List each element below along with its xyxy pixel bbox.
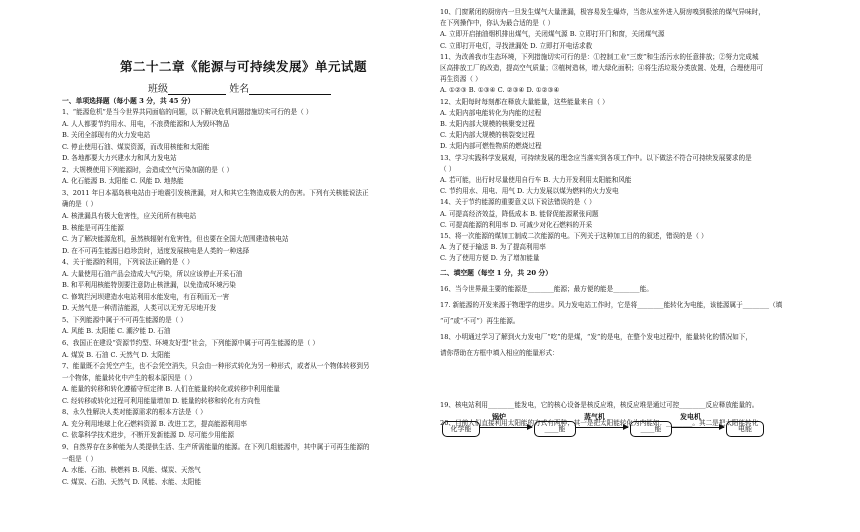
left-line: B. 和平利用核能特别要注意防止核泄漏，以免造成环境污染: [62, 281, 236, 290]
left-line: A. 水能、石油、核燃料 B. 风能、煤炭、天然气: [62, 466, 201, 475]
left-line: 一、单项选择题（每小题 3 分，共 45 分）: [62, 97, 195, 105]
right-line: 19、核电站利用________能发电，它的核心设备是核反应堆，核反应堆是通过可控________反应释放能量的。: [440, 401, 759, 410]
left-line: D. 天然气是一种清洁能源，人类可以无穷无尽地开发: [62, 304, 217, 313]
right-line: 请你帮助在方框中填入相应的能量形式：: [440, 349, 559, 358]
right-line: 20、目前人们直接利用太阳能的方式有两种；其一是把太阳能转化为内能如：________。其二是把太阳能转化: [440, 419, 759, 428]
left-line: D. 各地都要大力兴建水力和风力发电站: [62, 154, 177, 163]
right-line: 在下列操作中，你认为最合适的是（ ）: [440, 19, 555, 28]
right-line: C. 可提高能源的利用率 D. 可减少对化石燃料的开采: [440, 220, 593, 229]
left-line: A. 人人都要节约用水、用电，不浪费能源和人为毁坏物品: [62, 119, 230, 128]
right-line: 18、小明通过学习了解到火力发电厂“吃”的是煤，“发”的是电，在整个发电过程中，能量转化的情况如下，: [440, 333, 752, 342]
left-line: 4、关于能源的利用，下列说法正确的是（ ）: [62, 258, 194, 267]
left-line: A. 风能 B. 太阳能 C. 潮汐能 D. 石油: [62, 327, 171, 336]
right-line: （ ）: [440, 164, 456, 173]
left-line: 8、永久性解决人类对能源需求的根本方法是（ ）: [62, 408, 207, 417]
right-line: 16、当今世界最主要的能源是________能源；最方便的能是________能。: [440, 285, 653, 294]
flow-box-3[interactable]: ____能: [630, 421, 672, 437]
right-line: C. 立即打开电灯，寻找泄漏处 D. 立即打开电话求救: [440, 41, 593, 50]
left-line: 3、2011 年日本福岛核电站由于地震引发核泄漏，对人和其它生物造成极大的伤害。下列有关核能说法正: [62, 188, 369, 197]
right-line: 10、门窗紧闭的厨房内一旦发生煤气大量泄漏，极容易发生爆炸，当您从室外进入厨房嗅到极浓的煤气异味时，: [440, 8, 765, 16]
flow-label-steam-engine: 蒸气机: [584, 412, 605, 421]
left-line: C. 停止使用石油、煤炭资源，而改用核能和太阳能: [62, 142, 210, 151]
left-line: A. 核泄漏具有极大危害性，应关闭所有核电站: [62, 211, 197, 220]
flow-arrow-3: [672, 427, 724, 428]
left-line: 一组是（ ）: [62, 454, 98, 463]
right-line: 17. 新能源的开发来源于物理学的进步。风力发电站工作时，它是将________能转化为电能，该能源属于________（填: [440, 301, 783, 310]
right-line: A. ①②③ B. ①③④ C. ②③④ D. ①②③④: [440, 86, 560, 95]
right-line: 区高排放工厂的改造，提高空气质量；③植树造林，增大绿化面积；④将生活垃圾分类放置、处理，合理使用可: [440, 64, 764, 72]
left-line: D. 在不可再生能源日趋珍贵时，适度发展核电是人类的一种选择: [62, 246, 250, 255]
left-line: A. 大量使用石油产品会造成大气污染，所以应该停止开采石油: [62, 269, 243, 278]
left-line: A. 煤炭 B. 石油 C. 天然气 D. 太阳能: [62, 350, 171, 359]
left-line: 确的是（ ）: [62, 200, 98, 209]
class-blank[interactable]: [168, 86, 226, 95]
right-line: 14、关于节约能源的重要意义以下说法错误的是（ ）: [440, 198, 596, 207]
left-line: C. 修筑拦河坝建造水电站利用水能发电，有百利而无一害: [62, 292, 230, 301]
energy-flow-diagram: [440, 409, 820, 449]
right-line: 再生资源（ ）: [440, 75, 482, 84]
left-line: 6、我国正在建设“资源节约型、环境友好型”社会，下列能源中属于可再生能源的是（ ）: [62, 339, 319, 347]
right-line: C. 为了使用方便 D. 为了增加能量: [440, 254, 540, 263]
right-line: A. 太阳内部电能转化为内能的过程: [440, 108, 542, 117]
flow-box-chemical: 化学能: [442, 421, 480, 437]
flow-arrow-2: [576, 427, 628, 428]
right-line: 二、填空题（每空 1 分，共 20 分）: [440, 269, 553, 278]
left-line: A. 化石能源 B. 太阳能 C. 风能 D. 地热能: [62, 177, 184, 186]
name-blank[interactable]: [249, 86, 331, 95]
left-line: 1、“能源危机”是当今世界共同面临的问题，以下解决危机问题措施切实可行的是（ ）: [62, 108, 313, 116]
left-line: A. 能量的转移和转化遵循守恒定律 B. 人们在能量的转化或转移中利用能量: [62, 385, 280, 394]
right-line: A. 立即开启抽油烟机排出煤气，关闭煤气源 B. 立即打开门和窗，关闭煤气源: [440, 30, 665, 39]
left-line: 5、下列能源中属于不可再生能源的是（ ）: [62, 315, 187, 324]
right-line: A. 为了便于输送 B. 为了提高利用率: [440, 243, 546, 252]
class-label: 班级: [148, 84, 168, 95]
left-line: C. 经转移或转化过程可利用能量增加 D. 能量的转移和转化有方向性: [62, 396, 261, 405]
right-line: C. 节约用水、用电、用气 D. 大力发展以煤为燃料的火力发电: [440, 187, 619, 196]
left-line: C. 为了解决能源危机，虽然核辐射有危害性，但也要在全国大范围建造核电站: [62, 235, 289, 244]
left-line: 7、能量既不会凭空产生，也不会凭空消失，只会由一种形式转化为另一种形式，或者从一个物体转移到另: [62, 362, 370, 371]
left-line: B. 关闭全部现有的火力发电站: [62, 131, 151, 140]
right-line: 13、学习实践科学发展观，可持续发展的理念应当落实到各项工作中。以下做法不符合可持续发展要求的是: [440, 153, 752, 162]
left-line: 9、自然界存在多种能为人类提供生活、生产所需能量的能源。在下列几组能源中，其中属于可再生能源的: [62, 442, 370, 451]
student-info-line: [148, 80, 331, 95]
left-line: 2、大规模使用下列能源时，会造成空气污染加剧的是（ ）: [62, 165, 234, 174]
right-line: B. 太阳内部大规模的核聚变过程: [440, 120, 535, 128]
right-line: “可”或“不可”）再生能源。: [440, 317, 520, 326]
right-line: A. 若可能，出行时尽量使用自行车 B. 大力开发利用太阳能和风能: [440, 176, 632, 184]
right-line: D. 太阳内部可燃性物质的燃烧过程: [440, 142, 542, 151]
right-line: A. 可提高经济效益，降低成本 B. 能督促能源紧张问题: [440, 209, 599, 218]
page-title: 第二十二章《能源与可持续发展》单元试题: [120, 59, 368, 74]
flow-box-electric: 电能: [726, 421, 764, 437]
flow-arrow-1: [480, 427, 532, 428]
right-line: 12、太阳每时每刻都在释放大量能量，这些能量来自（ ）: [440, 97, 609, 106]
right-line: 11、为改善我市生态环境，下列措施切实可行的是：①控制工业“三废”和生活污水的任意排放；②努力完成城: [440, 52, 759, 61]
flow-label-boiler: 锅炉: [492, 412, 506, 421]
left-line: A. 充分利用地球上化石燃料资源 B. 改进工艺，提高能源利用率: [62, 419, 247, 428]
flow-box-2[interactable]: ____能: [534, 421, 576, 437]
flow-label-generator: 发电机: [680, 412, 701, 421]
name-label: 姓名: [229, 84, 250, 95]
left-line: C. 煤炭、石油、天然气 D. 风能、水能、太阳能: [62, 477, 202, 486]
right-line: 15、将一次能源的煤加工制成二次能源的电。下列关于这种加工目的的叙述，错误的是（ ）: [440, 232, 708, 240]
left-line: C. 依靠科学技术进步，不断开发新能源 D. 尽可能少用能源: [62, 431, 234, 440]
left-line: 一个物体，能量转化中产生的根本原因是（ ）: [62, 373, 196, 382]
left-line: B. 核能是可再生能源: [62, 223, 124, 232]
right-line: C. 太阳内部大规模的核裂变过程: [440, 131, 535, 140]
